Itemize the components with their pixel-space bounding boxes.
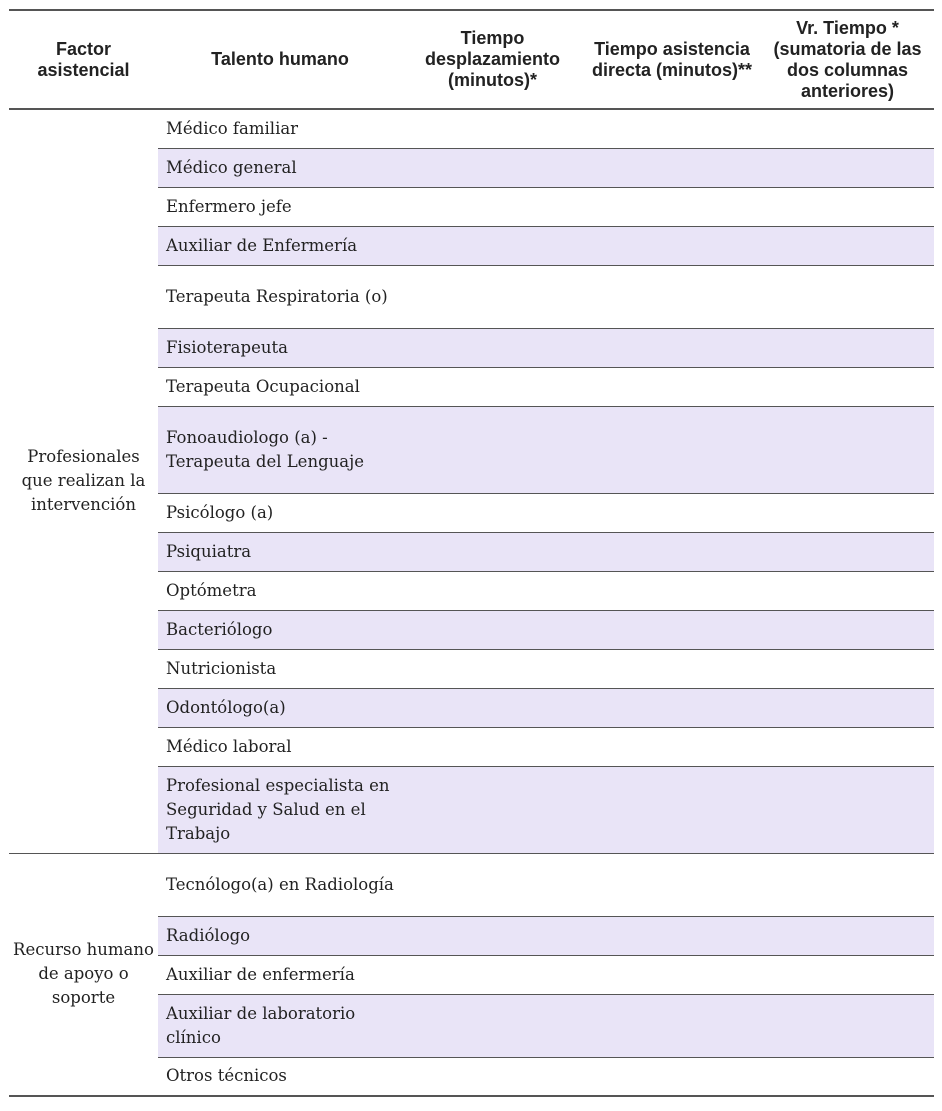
desplazamiento-cell <box>402 649 583 688</box>
vr-tiempo-cell <box>761 955 934 994</box>
table-row <box>9 109 934 148</box>
role-cell: Profesional especialista en Seguridad y Salud en el Trabajo <box>158 766 402 853</box>
vr-tiempo-cell <box>761 406 934 493</box>
asistencia-cell <box>583 571 761 610</box>
role-cell: Fisioterapeuta <box>158 328 402 367</box>
role-cell: Tecnólogo(a) en Radiología <box>158 853 402 916</box>
desplazamiento-cell <box>402 994 583 1057</box>
vr-tiempo-cell <box>761 1057 934 1096</box>
header-vr-tiempo: Vr. Tiempo * (sumatoria de las dos columnas anteriores) <box>761 10 934 109</box>
vr-tiempo-cell <box>761 226 934 265</box>
desplazamiento-cell <box>402 406 583 493</box>
vr-tiempo-cell <box>761 916 934 955</box>
vr-tiempo-cell <box>761 148 934 187</box>
asistencia-cell <box>583 688 761 727</box>
vr-tiempo-cell <box>761 328 934 367</box>
role-cell: Auxiliar de Enfermería <box>158 226 402 265</box>
vr-tiempo-cell <box>761 493 934 532</box>
asistencia-cell <box>583 610 761 649</box>
role-cell: Enfermero jefe <box>158 187 402 226</box>
role-cell: Fonoaudiologo (a) -Terapeuta del Lenguaje <box>158 406 402 493</box>
role-cell: Radiólogo <box>158 916 402 955</box>
asistencia-cell <box>583 148 761 187</box>
asistencia-cell <box>583 406 761 493</box>
vr-tiempo-cell <box>761 688 934 727</box>
role-cell: Terapeuta Ocupacional <box>158 367 402 406</box>
role-cell: Médico laboral <box>158 727 402 766</box>
asistencia-cell <box>583 265 761 328</box>
asistencia-cell <box>583 994 761 1057</box>
vr-tiempo-cell <box>761 532 934 571</box>
asistencia-cell <box>583 532 761 571</box>
header-desplazamiento: Tiempo desplazamiento (minutos)* <box>402 10 583 109</box>
asistencia-cell <box>583 916 761 955</box>
role-cell: Psicólogo (a) <box>158 493 402 532</box>
role-cell: Nutricionista <box>158 649 402 688</box>
desplazamiento-cell <box>402 187 583 226</box>
role-cell: Terapeuta Respiratoria (o) <box>158 265 402 328</box>
vr-tiempo-cell <box>761 853 934 916</box>
desplazamiento-cell <box>402 493 583 532</box>
vr-tiempo-cell <box>761 109 934 148</box>
group-label-apoyo: Recurso humano de apoyo o soporte <box>9 853 158 1096</box>
role-cell: Otros técnicos <box>158 1057 402 1096</box>
asistencia-cell <box>583 853 761 916</box>
table-row <box>9 853 934 916</box>
desplazamiento-cell <box>402 916 583 955</box>
asistencia-cell <box>583 955 761 994</box>
role-cell: Auxiliar de enfermería <box>158 955 402 994</box>
desplazamiento-cell <box>402 610 583 649</box>
role-cell: Optómetra <box>158 571 402 610</box>
asistencia-cell <box>583 367 761 406</box>
desplazamiento-cell <box>402 226 583 265</box>
vr-tiempo-cell <box>761 649 934 688</box>
desplazamiento-cell <box>402 727 583 766</box>
header-factor: Factor asistencial <box>9 10 158 109</box>
vr-tiempo-cell <box>761 265 934 328</box>
talent-time-table <box>9 9 934 1097</box>
asistencia-cell <box>583 649 761 688</box>
asistencia-cell <box>583 766 761 853</box>
asistencia-cell <box>583 328 761 367</box>
group-label-profesionales: Profesionales que realizan la intervención <box>9 109 158 853</box>
asistencia-cell <box>583 109 761 148</box>
role-cell: Médico general <box>158 148 402 187</box>
vr-tiempo-cell <box>761 766 934 853</box>
header-talento: Talento humano <box>158 10 402 109</box>
desplazamiento-cell <box>402 688 583 727</box>
role-cell: Odontólogo(a) <box>158 688 402 727</box>
header-asistencia: Tiempo asistencia directa (minutos)** <box>583 10 761 109</box>
desplazamiento-cell <box>402 109 583 148</box>
desplazamiento-cell <box>402 367 583 406</box>
vr-tiempo-cell <box>761 727 934 766</box>
asistencia-cell <box>583 226 761 265</box>
role-cell: Médico familiar <box>158 109 402 148</box>
asistencia-cell <box>583 727 761 766</box>
vr-tiempo-cell <box>761 571 934 610</box>
desplazamiento-cell <box>402 328 583 367</box>
vr-tiempo-cell <box>761 187 934 226</box>
desplazamiento-cell <box>402 1057 583 1096</box>
role-cell: Psiquiatra <box>158 532 402 571</box>
desplazamiento-cell <box>402 571 583 610</box>
vr-tiempo-cell <box>761 994 934 1057</box>
header-row <box>9 10 934 109</box>
desplazamiento-cell <box>402 148 583 187</box>
role-cell: Auxiliar de laboratorio clínico <box>158 994 402 1057</box>
asistencia-cell <box>583 493 761 532</box>
desplazamiento-cell <box>402 766 583 853</box>
role-cell: Bacteriólogo <box>158 610 402 649</box>
vr-tiempo-cell <box>761 367 934 406</box>
desplazamiento-cell <box>402 265 583 328</box>
asistencia-cell <box>583 187 761 226</box>
desplazamiento-cell <box>402 853 583 916</box>
vr-tiempo-cell <box>761 610 934 649</box>
desplazamiento-cell <box>402 532 583 571</box>
desplazamiento-cell <box>402 955 583 994</box>
asistencia-cell <box>583 1057 761 1096</box>
